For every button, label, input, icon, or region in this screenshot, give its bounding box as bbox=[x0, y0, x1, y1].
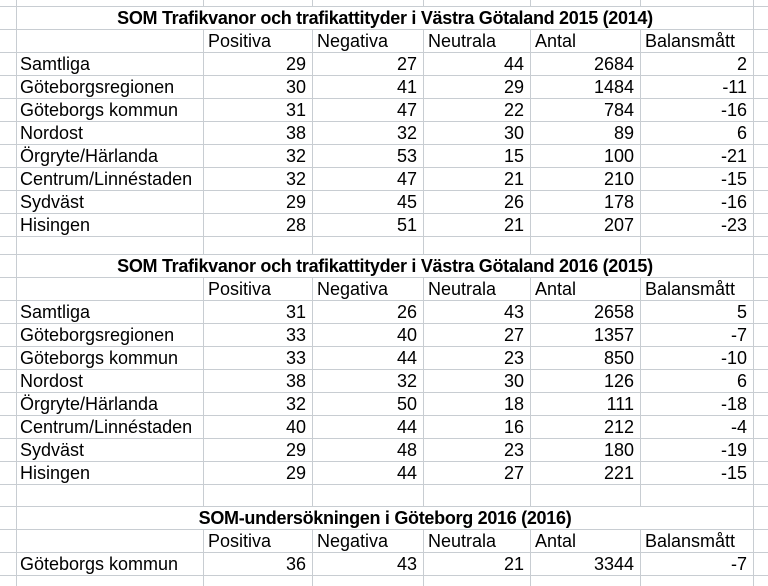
value-cell: 2684 bbox=[531, 53, 641, 76]
grid-cell bbox=[754, 191, 768, 214]
value-cell: -19 bbox=[641, 439, 754, 462]
column-header: Negativa bbox=[313, 530, 424, 553]
value-cell: 26 bbox=[313, 301, 424, 324]
value-cell: 6 bbox=[641, 370, 754, 393]
grid-cell bbox=[754, 214, 768, 237]
column-header: Neutrala bbox=[424, 530, 531, 553]
value-cell: 44 bbox=[313, 462, 424, 485]
value-cell: 22 bbox=[424, 99, 531, 122]
column-header: Negativa bbox=[313, 30, 424, 53]
grid-cell bbox=[313, 237, 424, 255]
grid-cell bbox=[0, 122, 17, 145]
column-header: Negativa bbox=[313, 278, 424, 301]
value-cell: 38 bbox=[204, 122, 313, 145]
value-cell: 29 bbox=[204, 53, 313, 76]
column-header: Positiva bbox=[204, 278, 313, 301]
value-cell: 40 bbox=[204, 416, 313, 439]
row-label: Göteborgs kommun bbox=[17, 99, 204, 122]
value-cell: 21 bbox=[424, 214, 531, 237]
value-cell: 30 bbox=[424, 122, 531, 145]
value-cell: 3344 bbox=[531, 553, 641, 576]
grid-cell bbox=[531, 576, 641, 586]
row-label: Göteborgsregionen bbox=[17, 324, 204, 347]
value-cell: 38 bbox=[204, 370, 313, 393]
value-cell: 27 bbox=[313, 53, 424, 76]
value-cell: -16 bbox=[641, 99, 754, 122]
grid-cell bbox=[0, 53, 17, 76]
grid-cell bbox=[754, 370, 768, 393]
value-cell: 41 bbox=[313, 76, 424, 99]
grid-cell bbox=[0, 99, 17, 122]
value-cell: 50 bbox=[313, 393, 424, 416]
value-cell: 16 bbox=[424, 416, 531, 439]
value-cell: 126 bbox=[531, 370, 641, 393]
row-label: Sydväst bbox=[17, 191, 204, 214]
grid-cell bbox=[754, 255, 768, 278]
row-label: Hisingen bbox=[17, 462, 204, 485]
grid-cell bbox=[754, 168, 768, 191]
grid-cell bbox=[0, 416, 17, 439]
column-header: Balansmått bbox=[641, 530, 754, 553]
grid-cell bbox=[754, 0, 768, 7]
column-header: Antal bbox=[531, 278, 641, 301]
value-cell: -7 bbox=[641, 553, 754, 576]
value-cell: 29 bbox=[204, 191, 313, 214]
table-title: SOM Trafikvanor och trafikattityder i Västra Götaland 2016 (2015) bbox=[17, 255, 754, 278]
value-cell: 43 bbox=[424, 301, 531, 324]
row-label: Nordost bbox=[17, 370, 204, 393]
value-cell: 32 bbox=[313, 122, 424, 145]
value-cell: 207 bbox=[531, 214, 641, 237]
grid-cell bbox=[204, 485, 313, 507]
value-cell: 21 bbox=[424, 168, 531, 191]
value-cell: 33 bbox=[204, 324, 313, 347]
grid-cell bbox=[754, 53, 768, 76]
value-cell: 30 bbox=[204, 76, 313, 99]
grid-cell bbox=[17, 0, 204, 7]
grid-cell bbox=[754, 145, 768, 168]
grid-cell bbox=[17, 530, 204, 553]
grid-cell bbox=[0, 237, 17, 255]
value-cell: 5 bbox=[641, 301, 754, 324]
grid-cell bbox=[754, 393, 768, 416]
value-cell: -15 bbox=[641, 168, 754, 191]
grid-cell bbox=[531, 237, 641, 255]
column-header: Antal bbox=[531, 530, 641, 553]
value-cell: 30 bbox=[424, 370, 531, 393]
grid-cell bbox=[0, 301, 17, 324]
value-cell: 32 bbox=[204, 145, 313, 168]
table-title: SOM Trafikvanor och trafikattityder i Västra Götaland 2015 (2014) bbox=[17, 7, 754, 30]
grid-cell bbox=[0, 530, 17, 553]
grid-cell bbox=[0, 507, 17, 530]
column-header: Positiva bbox=[204, 530, 313, 553]
grid-cell bbox=[0, 278, 17, 301]
grid-cell bbox=[754, 462, 768, 485]
value-cell: 40 bbox=[313, 324, 424, 347]
value-cell: -10 bbox=[641, 347, 754, 370]
grid-cell bbox=[204, 237, 313, 255]
grid-cell bbox=[754, 122, 768, 145]
grid-cell bbox=[754, 7, 768, 30]
grid-cell bbox=[0, 553, 17, 576]
grid-cell bbox=[0, 191, 17, 214]
value-cell: 2 bbox=[641, 53, 754, 76]
grid-cell bbox=[0, 255, 17, 278]
grid-cell bbox=[754, 76, 768, 99]
value-cell: 212 bbox=[531, 416, 641, 439]
grid-cell bbox=[0, 324, 17, 347]
grid-cell bbox=[0, 576, 17, 586]
grid-cell bbox=[754, 530, 768, 553]
value-cell: 43 bbox=[313, 553, 424, 576]
value-cell: -4 bbox=[641, 416, 754, 439]
value-cell: 784 bbox=[531, 99, 641, 122]
value-cell: 26 bbox=[424, 191, 531, 214]
grid-cell bbox=[0, 0, 17, 7]
value-cell: -7 bbox=[641, 324, 754, 347]
value-cell: -23 bbox=[641, 214, 754, 237]
grid-cell bbox=[204, 0, 313, 7]
grid-cell bbox=[0, 462, 17, 485]
grid-cell bbox=[424, 485, 531, 507]
grid-cell bbox=[424, 237, 531, 255]
grid-cell bbox=[754, 485, 768, 507]
column-header: Neutrala bbox=[424, 278, 531, 301]
column-header: Antal bbox=[531, 30, 641, 53]
value-cell: 29 bbox=[204, 462, 313, 485]
value-cell: -16 bbox=[641, 191, 754, 214]
value-cell: 221 bbox=[531, 462, 641, 485]
grid-cell bbox=[641, 485, 754, 507]
value-cell: 28 bbox=[204, 214, 313, 237]
value-cell: 31 bbox=[204, 99, 313, 122]
value-cell: 36 bbox=[204, 553, 313, 576]
grid-cell bbox=[754, 553, 768, 576]
value-cell: 21 bbox=[424, 553, 531, 576]
value-cell: 51 bbox=[313, 214, 424, 237]
row-label: Örgryte/Härlanda bbox=[17, 393, 204, 416]
value-cell: 45 bbox=[313, 191, 424, 214]
value-cell: 32 bbox=[204, 393, 313, 416]
grid-cell bbox=[754, 416, 768, 439]
row-label: Nordost bbox=[17, 122, 204, 145]
grid-cell bbox=[0, 7, 17, 30]
grid-cell bbox=[0, 145, 17, 168]
grid-cell bbox=[754, 301, 768, 324]
value-cell: 32 bbox=[204, 168, 313, 191]
value-cell: 29 bbox=[204, 439, 313, 462]
value-cell: 47 bbox=[313, 168, 424, 191]
grid-cell bbox=[17, 576, 204, 586]
grid-cell bbox=[17, 485, 204, 507]
grid-cell bbox=[754, 439, 768, 462]
value-cell: 31 bbox=[204, 301, 313, 324]
value-cell: -15 bbox=[641, 462, 754, 485]
value-cell: 29 bbox=[424, 76, 531, 99]
grid-cell bbox=[0, 76, 17, 99]
row-label: Göteborgs kommun bbox=[17, 347, 204, 370]
grid-cell bbox=[313, 485, 424, 507]
column-header: Balansmått bbox=[641, 30, 754, 53]
grid-cell bbox=[754, 278, 768, 301]
grid-cell bbox=[754, 237, 768, 255]
row-label: Hisingen bbox=[17, 214, 204, 237]
value-cell: 6 bbox=[641, 122, 754, 145]
row-label: Centrum/Linnéstaden bbox=[17, 168, 204, 191]
grid-cell bbox=[0, 347, 17, 370]
value-cell: -21 bbox=[641, 145, 754, 168]
row-label: Sydväst bbox=[17, 439, 204, 462]
value-cell: 47 bbox=[313, 99, 424, 122]
grid-cell bbox=[754, 324, 768, 347]
value-cell: 89 bbox=[531, 122, 641, 145]
grid-cell bbox=[424, 576, 531, 586]
grid-cell bbox=[754, 347, 768, 370]
grid-cell bbox=[0, 370, 17, 393]
value-cell: 2658 bbox=[531, 301, 641, 324]
value-cell: -18 bbox=[641, 393, 754, 416]
value-cell: 850 bbox=[531, 347, 641, 370]
value-cell: 111 bbox=[531, 393, 641, 416]
grid-cell bbox=[754, 30, 768, 53]
grid-cell bbox=[641, 237, 754, 255]
grid-cell bbox=[754, 99, 768, 122]
value-cell: 15 bbox=[424, 145, 531, 168]
grid-cell bbox=[531, 0, 641, 7]
value-cell: 27 bbox=[424, 324, 531, 347]
grid-cell bbox=[754, 507, 768, 530]
row-label: Centrum/Linnéstaden bbox=[17, 416, 204, 439]
value-cell: 180 bbox=[531, 439, 641, 462]
grid-cell bbox=[17, 278, 204, 301]
value-cell: 33 bbox=[204, 347, 313, 370]
grid-cell bbox=[641, 0, 754, 7]
grid-cell bbox=[313, 576, 424, 586]
grid-cell bbox=[0, 439, 17, 462]
value-cell: 23 bbox=[424, 439, 531, 462]
grid-cell bbox=[754, 576, 768, 586]
value-cell: 53 bbox=[313, 145, 424, 168]
grid-cell bbox=[17, 30, 204, 53]
grid-cell bbox=[0, 485, 17, 507]
value-cell: 100 bbox=[531, 145, 641, 168]
value-cell: 1357 bbox=[531, 324, 641, 347]
value-cell: 210 bbox=[531, 168, 641, 191]
grid-cell bbox=[641, 576, 754, 586]
row-label: Örgryte/Härlanda bbox=[17, 145, 204, 168]
value-cell: 23 bbox=[424, 347, 531, 370]
value-cell: 1484 bbox=[531, 76, 641, 99]
row-label: Samtliga bbox=[17, 301, 204, 324]
value-cell: 44 bbox=[313, 416, 424, 439]
value-cell: 44 bbox=[424, 53, 531, 76]
row-label: Samtliga bbox=[17, 53, 204, 76]
grid-cell bbox=[0, 214, 17, 237]
grid-cell bbox=[0, 168, 17, 191]
table-title: SOM-undersökningen i Göteborg 2016 (2016) bbox=[17, 507, 754, 530]
value-cell: 48 bbox=[313, 439, 424, 462]
value-cell: -11 bbox=[641, 76, 754, 99]
value-cell: 18 bbox=[424, 393, 531, 416]
value-cell: 27 bbox=[424, 462, 531, 485]
grid-cell bbox=[424, 0, 531, 7]
column-header: Balansmått bbox=[641, 278, 754, 301]
grid-cell bbox=[313, 0, 424, 7]
value-cell: 178 bbox=[531, 191, 641, 214]
grid-cell bbox=[0, 393, 17, 416]
column-header: Positiva bbox=[204, 30, 313, 53]
grid-cell bbox=[531, 485, 641, 507]
column-header: Neutrala bbox=[424, 30, 531, 53]
row-label: Göteborgsregionen bbox=[17, 76, 204, 99]
grid-cell bbox=[0, 30, 17, 53]
value-cell: 44 bbox=[313, 347, 424, 370]
grid-cell bbox=[204, 576, 313, 586]
value-cell: 32 bbox=[313, 370, 424, 393]
grid-cell bbox=[17, 237, 204, 255]
row-label: Göteborgs kommun bbox=[17, 553, 204, 576]
